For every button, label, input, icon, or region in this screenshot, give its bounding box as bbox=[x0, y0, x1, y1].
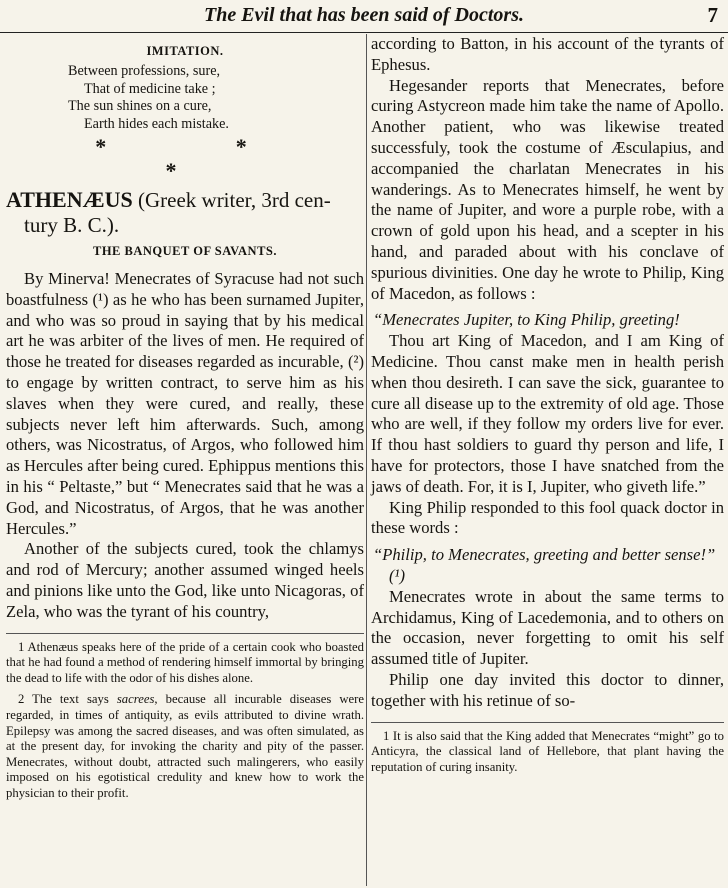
footnote-rule bbox=[371, 722, 724, 723]
right-column bbox=[371, 34, 724, 888]
paragraph: King Philip responded to this fool quack doctor in these words : bbox=[371, 497, 724, 538]
letter-heading: “Menecrates Jupiter, to King Philip, greeting! bbox=[373, 310, 680, 330]
poem-line: Earth hides each mistake. bbox=[84, 115, 229, 132]
footnote-text: 2 The text says bbox=[18, 692, 117, 707]
author-subtitle-1: (Greek writer, 3rd cen- bbox=[137, 188, 331, 212]
paragraph: according to Batton, in his account of the tyrants of Ephesus. bbox=[371, 34, 724, 74]
footnote bbox=[6, 692, 364, 801]
letter-heading: “Philip, to Menecrates, greeting and better sense!” (¹) bbox=[373, 545, 716, 585]
author-name: ATHENÆUS bbox=[6, 187, 133, 212]
footnote-text: , because all incurable diseases were regarded, in times of antiquity, as evils attributed to divine wrath. Epilepsy was among the sacred diseases, and was often simulated, as at the present day, for invoking the charity and pity of the passer. Menecrates, without doubt, attracted such malingerers, who easily imposed on his egotistical credulity and knew how to work the physician to their profit. bbox=[6, 692, 364, 800]
poem-line: That of medicine take ; bbox=[84, 80, 216, 97]
paragraph: Thou art King of Macedon, and I am King of Medicine. Thou canst make men in health perish when thou desireth. I can save the sick, guarantee to cure all disease up to the extremity of old age. Those who are well, if they follow my orders live for ever. If thou hast soldiers to guard thy person and life, I have for protectors, those I have snatched from the jaws of death. For, it is I, Jupiter, who giveth life.” bbox=[371, 331, 724, 496]
poem-line: Between professions, sure, bbox=[68, 63, 221, 79]
footnote: 1 It is also said that the King added that Menecrates “might” go to Anticyra, the classical land of Hellebore, that plant having the reputation of curing insanity. bbox=[371, 728, 724, 774]
poem-line: The sun shines on a cure, bbox=[68, 98, 212, 114]
page-number: 7 bbox=[707, 3, 718, 27]
footnote-rule bbox=[6, 633, 364, 634]
work-title: THE BANQUET OF SAVANTS. bbox=[92, 244, 277, 258]
author-subtitle-2: tury B. C.). bbox=[24, 213, 120, 237]
paragraph: Menecrates wrote in about the same terms to Archidamus, King of Lacedemonia, and to others on the occasion, never forgetting to omit his self assumed title of Jupiter. bbox=[371, 586, 724, 669]
imitation-heading: IMITATION. bbox=[146, 44, 224, 58]
paragraph: Hegesander reports that Menecrates, before curing Astycreon made him take the name of Apollo. Another patient, who was likewise treated successfuly, took the costume of Æsculapius, and accompanied the charlatan Menecrates in his wanderings. As to Menecrates himself, he went by the name of Jupiter, and wore a purple robe, with a crown of gold upon his head, and a scepter in his hand, and paraded about with his conclave of spurious divinities. One day he wrote to Philip, King of Macedon, as follows : bbox=[371, 75, 724, 303]
left-column bbox=[6, 34, 364, 888]
footnote-emphasis: sacrees bbox=[116, 692, 155, 707]
footnote: 1 Athenæus speaks here of the pride of a certain cook who boasted that he had found a method of rendering himself immortal by bringing the dead to life with the odor of his dishes alone. bbox=[6, 639, 364, 685]
column-divider bbox=[366, 34, 367, 886]
author-heading bbox=[6, 187, 364, 238]
poem bbox=[68, 63, 364, 133]
paragraph: Another of the subjects cured, took the chlamys and rod of Mercury; another assumed winged heels and pinions like unto the God, like unto Nicagoras, of Zela, who was the tyrant of his country, bbox=[6, 539, 364, 621]
running-head bbox=[0, 0, 728, 33]
paragraph: Philip one day invited this doctor to dinner, together with his retinue of so- bbox=[371, 669, 724, 710]
paragraph: By Minerva! Menecrates of Syracuse had not such boastfulness (¹) as he who has been surnamed Jupiter, and who was so proud in saying that by his medical art he was arbiter of the lives of men. He required of those he treated for diseases regarded as incurable, (²) to engage by written contract, to serve him as his slaves when they were cured, and really, these subjects never left him afterwards. Such, among others, was Nicostratus, of Argos, who followed him as Hercules after being cured. Ephippus mentions this in his “ Peltaste,” but “ Menecrates said that he was a God, and Nicostratus, of Argos, that he was another Hercules.” bbox=[6, 269, 364, 538]
section-stars: * * * bbox=[95, 134, 309, 183]
running-title: The Evil that has been said of Doctors. bbox=[203, 4, 524, 26]
